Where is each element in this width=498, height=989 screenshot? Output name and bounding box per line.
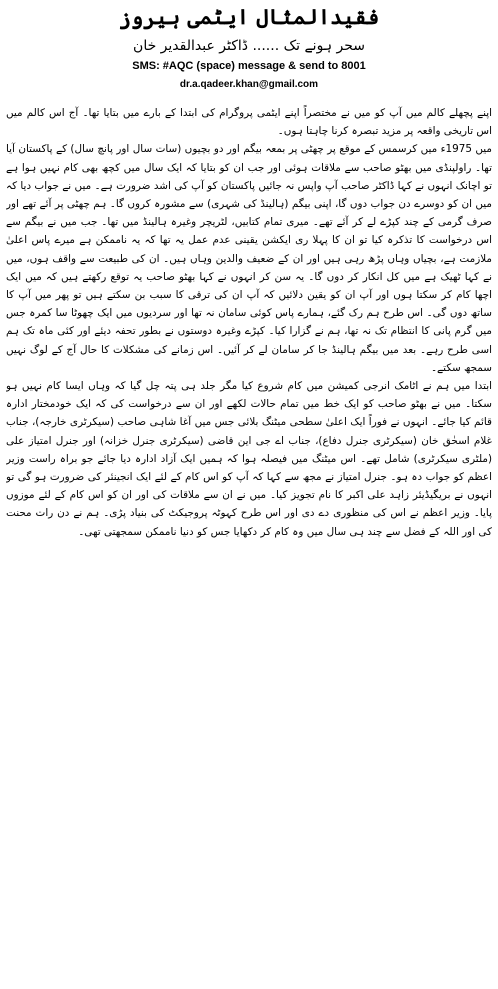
page-title: فقیدالمثال ایٹمی ہیروز (118, 4, 380, 29)
article-paragraph: میں 1975ء میں کرسمس کے موقع پر چھٹی پر بمعہ بیگم اور دو بچیوں (سات سال اور پانچ سال) کے پاکستان آیا تھا۔ راولپنڈی میں بھٹو صاحب سے ملاقات ہوئی اور جب ان کو بتایا کہ ایک سال میں کچھ بھی کام نہیں ہوا ہے تو اچانک انہوں نے کہا ڈاکٹر صاحب آپ واپس نہ جائیں پاکستان کو آپ کی اشد ضرورت ہے۔ میں نے جواب دیا کہ میں ان کو دوسرے دن جواب دوں گا، اپنی بیگم (ہالینڈ کی شہری) سے مشورہ کروں گا۔ ہم چھٹی پر آئے تھے اور صرف گرمی کے چند کپڑے لے کر آئے تھے۔ میری تمام کتابیں، لٹریچر وغیرہ ہالینڈ میں تھا۔ جب میں نے بیگم سے اس درخواست کا تذکرہ کیا تو ان کا پہلا ری ایکشن یقینی عدم عمل یہ تھا کہ یہ ناممکن ہے میرے پاس اعلیٰ ملازمت ہے، بچیاں وہاں پڑھ رہی ہیں اور ان کے ضعیف والدین وہاں ہیں۔ ان کی طبیعت سے واقف ہوں، میں نے کہا ٹھیک ہے میں کل انکار کر دوں گا۔ یہ سن کر انہوں نے کہا بھٹو صاحب یہ توقع رکھتے ہیں کہ میں ایک اچھا کام کر سکتا ہوں اور آپ ان کو یقین دلائیں کہ آپ ان کی ترقی کا سبب بن سکتے ہیں تو پھر میں آپ کا ساتھ دوں گی۔ اس طرح ہم رک گئے، ہمارے پاس کوئی سامان نہ تھا اور سردیوں میں ایک چھوٹا سا کمرہ جس میں گرم پانی کا انتظام تک نہ تھا، ہم نے گزارا کیا۔ کپڑے وغیرہ دوستوں نے بطور تحفہ دیئے اور کئی ماہ تک ہم اسی طرح رہے۔ بعد میں بیگم ہالینڈ جا کر سامان لے کر آئیں۔ اس زمانے کی مشکلات کا حال آج کے لوگ نہیں سمجھ سکتے۔ (6, 143, 492, 374)
column-byline: سحر ہونے تک ...... ڈاکٹر عبدالقدیر خان (133, 38, 365, 54)
author-email: dr.a.qadeer.khan@gmail.com (179, 79, 319, 90)
article-paragraph: ابتدا میں ہم نے اٹامک انرجی کمیشن میں کام شروع کیا مگر جلد ہی پتہ چل گیا کہ وہاں ایسا کام نہیں ہو سکتا۔ میں نے بھٹو صاحب کو ایک خط میں تمام حالات لکھے اور ان سے درخواست کی کہ ایک خودمختار ادارہ قائم کیا جائے۔ انہوں نے فوراً ایک اعلیٰ سطحی میٹنگ بلائی جس میں آغا شاہی صاحب (سیکرٹری خارجہ)، جناب غلام اسحٰق خان (سیکرٹری جنرل دفاع)، جناب اے جی این قاضی (سیکرٹری جنرل خزانہ) اور جنرل امتیاز علی (ملٹری سیکرٹری) شامل تھے۔ اس میٹنگ میں فیصلہ ہوا کہ ہمیں ایک آزاد ادارہ دیا جائے جو براہ راست وزیر اعظم کو جواب دہ ہو۔ جنرل امتیاز نے مجھ سے کہا کہ آپ کو اس کام کے لئے ایک انجینئر کی ضرورت ہو گی تو انہوں نے بریگیڈیئر زاہد علی اکبر کا نام تجویز کیا۔ میں نے ان سے ملاقات کی اور ان کو اس کام کے لئے موزوں پایا۔ وزیر اعظم نے اس کی منظوری دے دی اور اس طرح کہوٹہ پروجیکٹ کی بنیاد پڑی۔ ہم نے دن رات محنت کی اور اللہ کے فضل سے چند ہی سال میں وہ کام کر دکھایا جس کو دنیا ناممکن سمجھتی تھی۔ (6, 380, 492, 538)
article-paragraph: اپنے پچھلے کالم میں آپ کو میں نے مختصراً اپنے ایٹمی پروگرام کی ابتدا کے بارے میں بتایا تھا۔ آج اس کالم میں اس تاریخی واقعہ پر مزید تبصرہ کرنا چاہتا ہوں۔ (6, 107, 492, 138)
sms-instruction: SMS: #AQC (space) message & send to 8001 (132, 60, 366, 72)
article-header (0, 0, 498, 118)
article-body (6, 104, 492, 986)
